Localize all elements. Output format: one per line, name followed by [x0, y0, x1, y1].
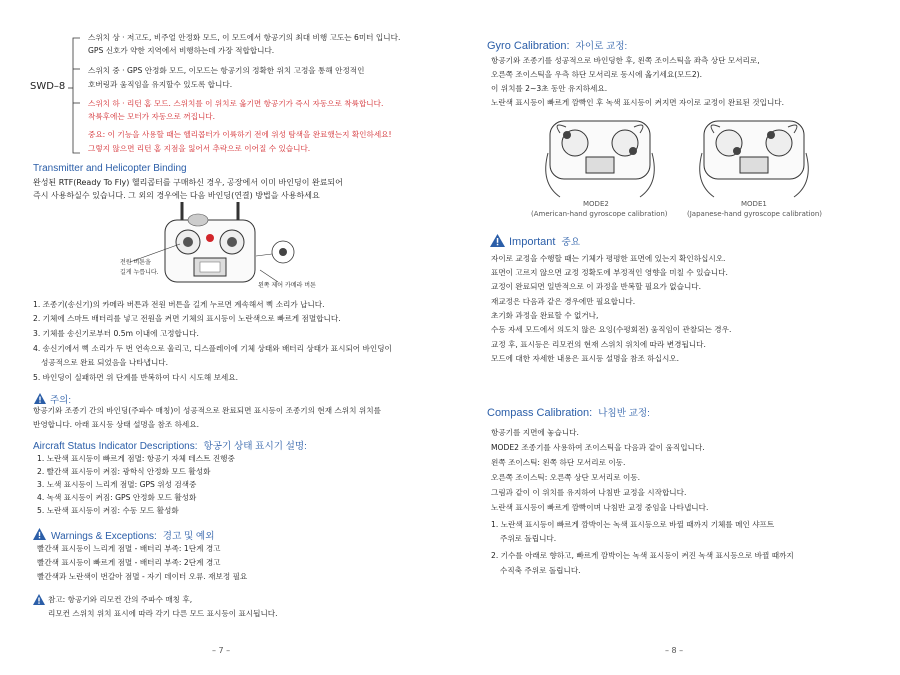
binding-intro-2: 즉시 사용하실수 있습니다. 그 외의 경우에는 다음 바인딩(연결) 방법을 사용하세요	[33, 191, 320, 200]
compass-line-4: 오른쪽 조이스틱: 오른쪽 상단 모서리로 이동.	[491, 473, 641, 482]
note-title: 주의:	[50, 395, 71, 406]
gyro-title-en: Gyro Calibration:	[487, 40, 570, 52]
swd-line-5: 스위치 하 · 리턴 홈 모드. 스위치를 이 위치로 옮기면 항공기가 즉시 자동으로 착륙합니다.	[88, 99, 384, 108]
binding-step-4b: 성공적으로 완료 되었음을 나타냅니다.	[41, 358, 169, 367]
gyro-line-2: 오른쪽 조이스틱을 우측 하단 모서리로 동시에 옮기세요(모드2).	[491, 70, 703, 79]
warning-triangle-icon	[33, 594, 45, 605]
compass-line-6: 노란색 표시등이 빠르게 깜빡이며 나침반 교정 중임을 나타냅니다.	[491, 503, 709, 512]
compass-title-kr: 나침반 교정:	[598, 408, 650, 419]
warn-line-2: 빨간색 표시등이 빠르게 점멸 - 배터리 부족: 2단계 경고	[37, 558, 221, 567]
mode1-caption-2: (Japanese-hand gyroscope calibration)	[687, 210, 822, 218]
binding-step-3: 3. 기체를 송신기로부터 0.5m 이내에 고정합니다.	[33, 329, 199, 338]
important-title	[509, 234, 580, 248]
compass-line-3: 왼쪽 조이스틱: 왼쪽 하단 모서리로 이동.	[491, 458, 626, 467]
compass-title	[487, 405, 650, 419]
note-line-2: 반영합니다. 아래 표시등 상태 설명을 참조 하세요.	[33, 420, 200, 429]
swd-line-6: 착륙후에는 모터가 자동으로 꺼집니다.	[88, 112, 216, 121]
ref-line-2: 리모컨 스위치 위치 표시에 따라 각기 다른 모드 표시등이 표시됩니다.	[48, 609, 278, 618]
page-number-left: – 7 –	[212, 646, 231, 655]
status-line-5: 5. 노란색 표시등이 켜짐: 수동 모드 활성화	[37, 506, 179, 515]
binding-intro-1: 완성된 RTF(Ready To Fly) 헬리콥터를 구매하신 경우, 공장에서 이미 바인딩이 완료되어	[33, 178, 343, 187]
compass-line-8: 주위로 돌립니다.	[500, 534, 557, 543]
fig-label-left-1: 전원 버튼을	[120, 259, 151, 266]
swd-line-7: 중요: 이 기능을 사용할 때는 헬리콥터가 이륙하기 전에 위성 탐색을 완료했는지 확인하세요!	[88, 130, 392, 139]
important-title-en: Important	[509, 236, 556, 248]
status-title	[33, 438, 307, 452]
compass-line-10: 수직축 주위로 돌립니다.	[500, 566, 581, 575]
ref-line-1: 참고: 항공기와 리모컨 간의 주파수 매칭 후,	[48, 595, 193, 604]
status-line-1: 1. 노란색 표시등이 빠르게 점멸: 항공기 자체 테스트 진행중	[37, 454, 235, 463]
compass-line-7: 1. 노란색 표시등이 빠르게 깜박이는 녹색 표시등으로 바뀔 때까지 기체를 메인 샤프트	[491, 520, 775, 529]
important-line-2: 표면이 고르지 않으면 교정 정확도에 부정적인 영향을 미칠 수 있습니다.	[491, 268, 728, 277]
binding-step-4: 4. 송신기에서 삑 소리가 두 번 연속으로 울리고, 디스플레이에 기체 상태와 배터리 상태가 표시되어 바인딩이	[33, 344, 392, 353]
compass-line-9: 2. 기수를 아래로 향하고, 빠르게 깜박이는 녹색 표시등이 켜진 녹색 표시등으로 바뀔 때까지	[491, 551, 794, 560]
swd-label: SWD–8	[30, 81, 66, 92]
fig-label-bottom: 왼쪽 제어 카메라 버튼	[258, 282, 316, 289]
binding-step-5: 5. 바인딩이 실패하면 위 단계를 반복하여 다시 시도해 보세요.	[33, 373, 239, 382]
compass-title-en: Compass Calibration:	[487, 407, 593, 419]
mode2-caption-1: MODE2	[583, 200, 609, 208]
mode1-controller-figure	[694, 113, 814, 198]
status-line-3: 3. 노색 표시등이 느리게 점멸: GPS 위성 검색중	[37, 480, 197, 489]
compass-line-5: 그림과 같이 이 위치를 유지하여 나침반 교정을 시작합니다.	[491, 488, 687, 497]
compass-line-2: MODE2 조종기를 사용하여 조이스틱을 다음과 같이 움직입니다.	[491, 443, 705, 452]
warn-title-en: Warnings & Exceptions:	[51, 531, 157, 542]
important-line-7: 교정 후, 표시등은 리모컨의 현재 스위치 위치에 따라 변경됩니다.	[491, 340, 706, 349]
warning-triangle-icon	[33, 528, 46, 540]
gyro-title-kr: 자이로 교정:	[575, 41, 628, 52]
status-title-kr: 항공기 상태 표시기 설명:	[203, 441, 307, 452]
note-line-1: 항공기와 조종기 간의 바인딩(주파수 매칭)이 성공적으로 완료되면 표시등이 조종기의 현재 스위치 위치를	[33, 406, 381, 415]
warn-line-1: 빨간색 표시등이 느리게 점멸 - 배터리 부족: 1단계 경고	[37, 544, 221, 553]
warn-title	[51, 528, 214, 542]
status-line-2: 2. 빨간색 표시등이 켜짐: 광학식 안정화 모드 활성화	[37, 467, 211, 476]
important-line-3: 교정이 완료되면 일반적으로 이 과정을 반복할 필요가 없습니다.	[491, 282, 702, 291]
binding-title: Transmitter and Helicopter Binding	[33, 163, 187, 174]
warn-title-kr: 경고 및 예외	[162, 531, 215, 542]
gyro-line-1: 항공기와 조종기를 성공적으로 바인딩한 후, 왼쪽 조이스틱을 좌측 상단 모서리로,	[491, 56, 760, 65]
gyro-line-4: 노란색 표시등이 빠르게 깜빡인 후 녹색 표시등이 켜지면 자이로 교정이 완료된 것입니다.	[491, 98, 785, 107]
warning-triangle-icon	[490, 234, 505, 247]
swd-line-3: 스위치 중 · GPS 안정화 모드, 이모드는 항공기의 정확한 위치 고정을 통해 안정적인	[88, 66, 365, 75]
important-line-6: 수동 자세 모드에서 의도치 않은 요잉(수평회전) 움직임이 관찰되는 경우.	[491, 325, 732, 334]
important-line-5: 초기화 과정을 완료할 수 없거나,	[491, 311, 599, 320]
swd-line-2: GPS 신호가 약한 지역에서 비행하는데 가장 적합합니다.	[88, 46, 275, 55]
gyro-line-3: 이 위치를 2~3초 동안 유지하세요.	[491, 84, 608, 93]
important-line-1: 자이로 교정을 수행할 때는 기체가 평평한 표면에 있는지 확인하십시오.	[491, 254, 726, 263]
gyro-title	[487, 38, 627, 52]
swd-bracket	[68, 36, 88, 156]
page-number-right: – 8 –	[665, 646, 684, 655]
important-title-kr: 중요	[561, 237, 581, 248]
binding-step-2: 2. 기체에 스마트 배터리를 넣고 전원을 켜면 기체의 표시등이 노란색으로 빠르게 점멸합니다.	[33, 314, 341, 323]
swd-line-8: 그렇지 않으면 리턴 홈 지점을 잃어서 추락으로 이어질 수 있습니다.	[88, 144, 311, 153]
status-line-4: 4. 녹색 표시등이 켜짐: GPS 안정화 모드 활성화	[37, 493, 197, 502]
warn-line-3: 빨간색과 노란색이 번갈아 점멸 - 자기 데이터 오류. 재보정 필요	[37, 572, 248, 581]
warning-triangle-icon	[34, 393, 46, 404]
binding-step-1: 1. 조종기(송신기)의 카메라 버튼과 전원 버튼을 길게 누르면 계속해서 삑 소리가 납니다.	[33, 300, 325, 309]
fig-label-left-2: 길게 누릅니다.	[120, 269, 159, 276]
important-line-8: 모드에 대한 자세한 내용은 표시등 설명을 참조 하십시오.	[491, 354, 680, 363]
status-title-en: Aircraft Status Indicator Descriptions:	[33, 441, 198, 452]
mode1-caption-1: MODE1	[741, 200, 767, 208]
mode2-controller-figure	[540, 113, 660, 198]
swd-line-1: 스위치 상 · 저고도, 비주얼 안정화 모드, 이 모드에서 항공기의 최대 비행 고도는 6미터 입니다.	[88, 33, 401, 42]
important-line-4: 재교정은 다음과 같은 경우에만 필요합니다.	[491, 297, 636, 306]
compass-line-1: 항공기를 지면에 놓습니다.	[491, 428, 579, 437]
swd-line-4: 호버링과 움직임을 유지할수 있도록 합니다.	[88, 80, 233, 89]
mode2-caption-2: (American-hand gyroscope calibration)	[531, 210, 668, 218]
